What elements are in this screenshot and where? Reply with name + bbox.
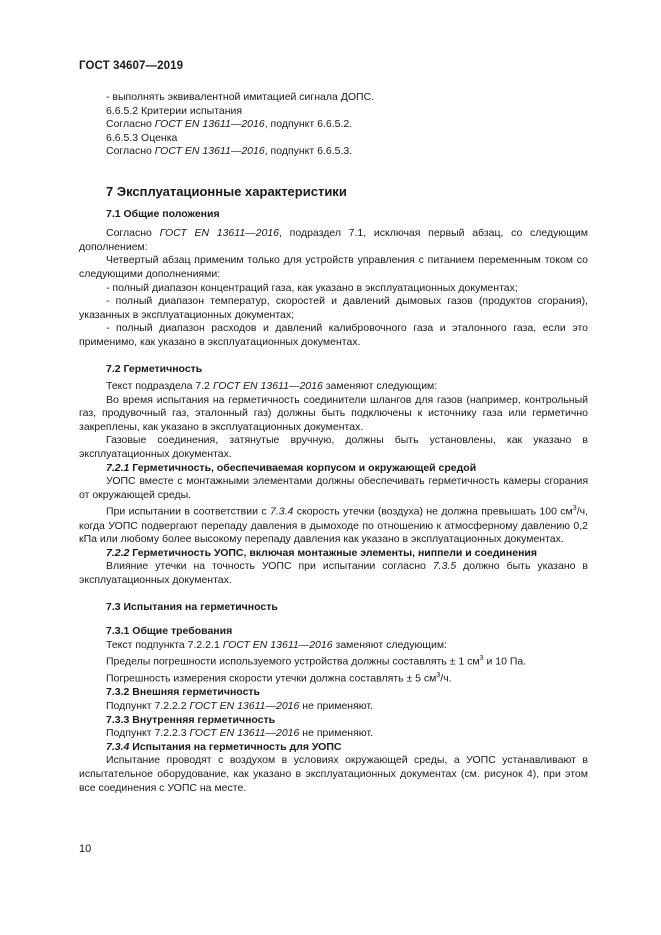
paragraph: Текст подраздела 7.2 ГОСТ EN 13611—2016 заменяют следующим: [106,380,438,393]
standard-reference: ГОСТ EN 13611—2016 [159,227,280,240]
list-item: - полный диапазон концентраций газа, как указано в эксплуатационных документах; [106,281,518,294]
paragraph: Текст подпункта 7.2.2.1 ГОСТ EN 13611—2016 заменяют следующим: [106,638,447,651]
section-7-3-3-title: 7.3.3 Внутренняя герметичность [106,713,276,726]
section-7-3-1-title: 7.3.1 Общие требования [106,625,233,638]
paragraph: - выполнять эквивалентной имитацией сигнала ДОПС. [106,91,375,103]
page-header-doc-id: ГОСТ 34607—2019 [79,60,184,72]
paragraph: Пределы погрешности используемого устройства должны составлять ± 1 $см^3$ и 10 Па. [106,655,527,668]
standard-reference: ГОСТ EN 13611—2016 [189,727,300,740]
clause-reference: 7.3.4 [270,505,294,518]
paragraph: Испытание проводят с воздухом в условиях окружающей среды, а УОПС устанавливают в испытательное оборудование, как указано в эксплуатационных документах (см. рисунок 4), при этом все соединения с УОПС на месте. [79,754,588,794]
list-item: - полный диапазон температур, скоростей и давлений дымовых газов (продуктов сгорания), указанных в эксплуатационных документах; [79,295,588,321]
page-number: 10 [79,843,92,855]
paragraph: Согласно ГОСТ EN 13611—2016, подпункт 6.6.5.3. [106,145,353,158]
section-7-3-4-title: 7.3.4 Испытания на герметичность для УОПС [106,740,342,753]
standard-reference: ГОСТ EN 13611—2016 [154,145,265,158]
paragraph: Подпункт 7.2.2.3 ГОСТ EN 13611—2016 не применяют. [106,727,373,740]
paragraph: Во время испытания на герметичность соединители шлангов для газов (например, контрольный газ, продувочный газ, эталонный газ) должны быть подключены к источнику газа или герметично закреплены, как указано в эксплуатационных документах. [79,393,588,433]
standard-reference: ГОСТ EN 13611—2016 [222,638,333,651]
paragraph: УОПС вместе с монтажными элементами должны обеспечивать герметичность камеры сгорания от окружающей среды. [79,475,588,501]
standard-reference: ГОСТ EN 13611—2016 [212,380,323,393]
section-7-2-2-title: 7.2.2 Герметичность УОПС, включая монтажные элементы, ниппели и соединения [106,546,537,559]
clause-reference: 7.3.5 [432,560,457,573]
paragraph: Газовые соединения, затянутые вручную, должны быть установлены, как указано в эксплуатационных документах. [79,434,588,461]
standard-reference: ГОСТ EN 13611—2016 [154,118,265,131]
section-7-title: 7 Эксплуатационные характеристики [106,183,347,199]
clause-6-6-5-3-heading: 6.6.5.3 Оценка [106,131,178,144]
standard-reference: ГОСТ EN 13611—2016 [189,700,300,713]
section-7-3-2-title: 7.3.2 Внешняя герметичность [106,686,261,699]
paragraph: Влияние утечки на точность УОПС при испытании согласно 7.3.5 должно быть указано в эксплуатационных документах. [79,560,589,586]
paragraph: Согласно ГОСТ EN 13611—2016, подпункт 6.6.5.2. [106,118,353,131]
section-7-2-title: 7.2 Герметичность [106,362,203,375]
list-item: - полный диапазон расходов и давлений калибровочного газа и эталонного газа, если это применимо, как указано в эксплуатационных документах. [79,322,588,348]
paragraph: Согласно ГОСТ EN 13611—2016, подраздел 7.1, исключая первый абзац, со следующим дополнением: [79,227,588,253]
paragraph: Погрешность измерения скорости утечки должна составлять ± 5 $см^3/ч$. [106,672,452,685]
paragraph: Четвертый абзац применим только для устройств управления с питанием переменным током со следующими дополнениями: [79,254,588,280]
clause-6-6-5-2-heading: 6.6.5.2 Критерии испытания [106,104,243,117]
section-7-3-title: 7.3 Испытания на герметичность [106,600,278,613]
page-body [79,91,588,795]
paragraph: Подпункт 7.2.2.2 ГОСТ EN 13611—2016 не применяют. [106,700,373,713]
section-7-2-1-title: 7.2.1 Герметичность, обеспечиваемая корпусом и окружающей средой [106,461,477,474]
paragraph: При испытании в соответствии с 7.3.4 скорость утечки (воздуха) не должна превышать 100 $см^3/ч$, когда УОПС подвергают перепаду давления в дымоходе по отношению к атмосферному давлению 0,2 кПа или любому более высокому перепаду давления как указано в эксплуатационных документах. [79,505,588,546]
section-7-1-title: 7.1 Общие положения [106,207,220,220]
